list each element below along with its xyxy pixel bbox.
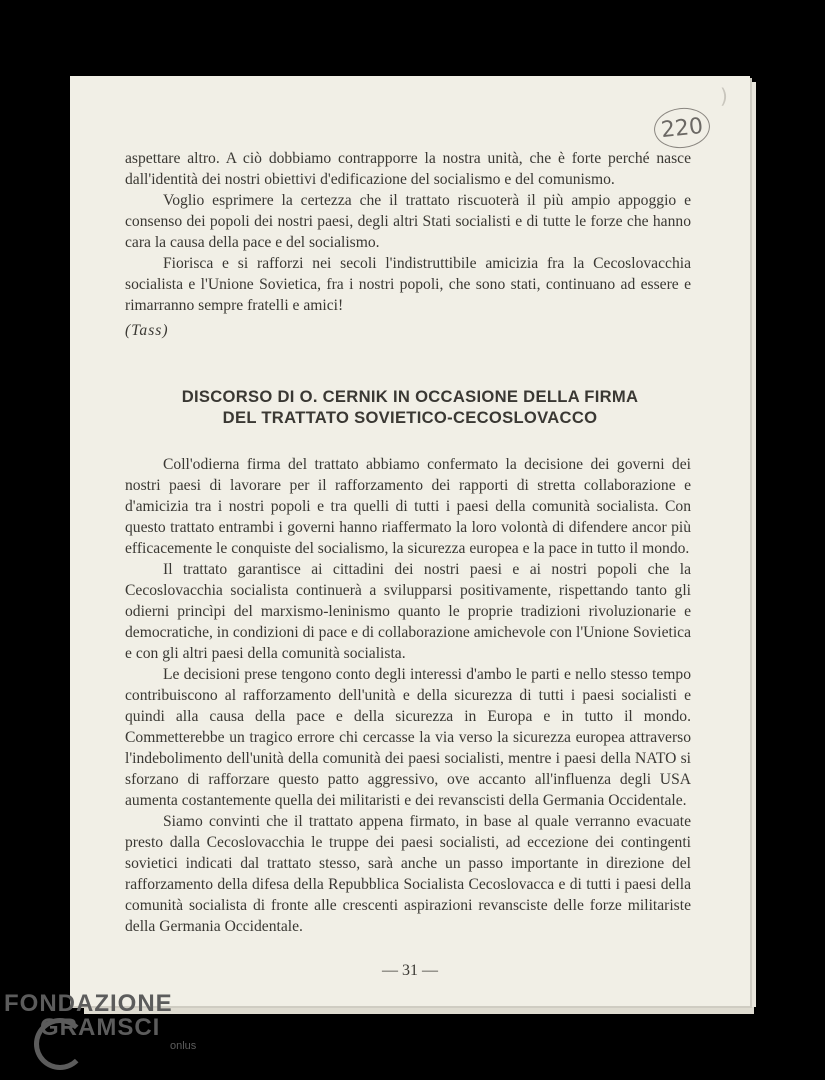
logo-swirl-icon	[34, 1018, 86, 1070]
page-number: — 31 —	[382, 962, 438, 979]
title-line: DEL TRATTATO SOVIETICO-CECOSLOVACCO	[222, 408, 598, 427]
document-page	[70, 76, 750, 1006]
logo-line: GRAMSCI	[40, 1014, 161, 1041]
watermark-logo	[4, 990, 196, 1052]
paragraph: Fiorisca e si rafforzi nei secoli l'indistruttibile amicizia fra la Cecoslovacchia socialista e l'Unione Sovietica, fra i nostri popoli, che sono stati, continuano ad essere e rimarranno sempre fratelli e amici!	[125, 255, 691, 314]
title-line: DISCORSO DI O. CERNIK IN OCCASIONE DELLA FIRMA	[181, 387, 639, 406]
paragraph: Le decisioni prese tengono conto degli interessi d'ambo le parti e nello stesso tempo contribuiscono al rafforzamento dell'unità e della sicurezza di tutti i paesi socialisti e quindi alla causa della pace e della sicurezza in Europa e in tutto il mondo. Commetterebbe un tragico errore chi cercasse la via verso la sicurezza europea attraverso l'indebolimento dell'unità della comunità dei paesi socialisti, mentre i paesi della NATO si sforzano di rafforzare questo patto aggressivo, ove accanto all'influenza degli USA aumenta costantemente quella dei militaristi e dei revanscisti della Germania Occidentale.	[125, 666, 691, 809]
logo-line: onlus	[170, 1040, 197, 1052]
paragraph: Coll'odierna firma del trattato abbiamo confermato la decisione dei governi dei nostri paesi di lavorare per il rafforzamento dei rapporti di stretta collaborazione e d'amicizia tra i nostri popoli e tra quelli di tutti i paesi della comunità socialista. Con questo trattato entrambi i governi hanno riaffermato la loro volontà di difendere ancor più efficacemente le conquiste del socialismo, la sicurezza europea e la pace in tutto il mondo.	[125, 456, 691, 557]
faint-mark: )	[720, 84, 728, 108]
article-body	[125, 454, 691, 937]
paragraph: Siamo convinti che il trattato appena firmato, in base al quale verranno evacuate presto dalla Cecoslovacchia le truppe dei paesi socialisti, ad eccezione dei contingenti sovietici indicati dal trattato stesso, sarà anche un passo importante in direzione del rafforzamento della difesa della Repubblica Socialista Cecoslovacca e di tutti i paesi della comunità socialista di fronte alle crescenti aspirazioni revansciste delle forze militariste della Germania Occidentale.	[125, 813, 691, 935]
article-title	[110, 386, 710, 428]
paragraph: aspettare altro. A ciò dobbiamo contrapporre la nostra unità, che è forte perché nasce dall'identità dei nostri obiettivi d'edificazione del socialismo e del comunismo.	[125, 150, 691, 188]
source-attribution: (Tass)	[125, 322, 169, 339]
continuation-text	[125, 148, 691, 341]
page-annotation: 220	[652, 105, 712, 151]
paragraph: Il trattato garantisce ai cittadini dei nostri paesi e ai nostri popoli che la Cecoslovacchia socialista continuerà a svilupparsi positivamente, rispettando tanto gli odierni princìpi del marxismo-leninismo quanto le proprie tradizioni rivoluzionarie e democratiche, in condizioni di pace e di collaborazione amichevole con l'Unione Sovietica e con gli altri paesi della comunità socialista.	[125, 561, 691, 662]
logo-line: FONDAZIONE	[4, 990, 173, 1017]
paragraph: Voglio esprimere la certezza che il trattato riscuoterà il più ampio appoggio e consenso dei popoli dei nostri paesi, degli altri Stati socialisti e di tutte le forze che hanno cara la causa della pace e del socialismo.	[125, 192, 691, 251]
